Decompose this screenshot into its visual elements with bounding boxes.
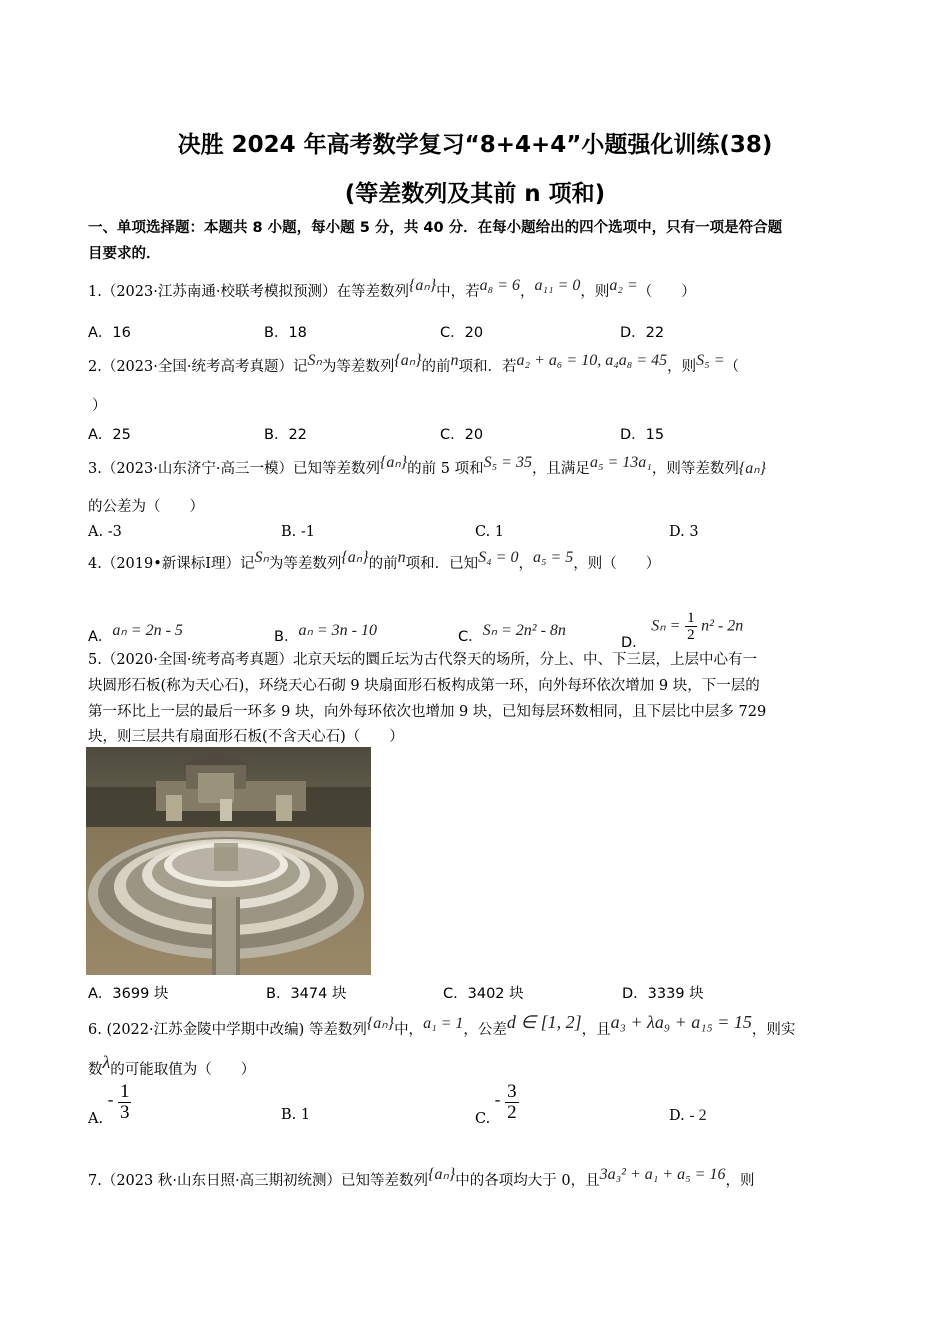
question-3-stem: 3.（2023·山东济宁·高三一模）已知等差数列{aₙ}的前 5 项和S₅ = 35，且满足a₅ = 13a₁，则等差数列{aₙ} xyxy=(88,454,767,477)
math-expression: a₂ = xyxy=(609,277,638,294)
question-5-option-a: A．3699 块 xyxy=(88,986,169,1002)
question-1-option-a: A．16 xyxy=(88,325,131,341)
section-heading-cont: 目要求的． xyxy=(88,246,161,262)
math-expression: a₂ + a₆ = 10, a₄a₈ = 45 xyxy=(516,352,668,369)
question-6-stem-cont: 数λ的可能取值为（ ） xyxy=(88,1052,256,1078)
question-2-paren-close: ） xyxy=(92,398,107,414)
question-2-stem: 2.（2023·全国·统考高考真题）记Sₙ为等差数列{aₙ}的前n项和．若a₂ + a₆ = 10, a₄a₈ = 45，则S₅ =（ xyxy=(88,352,739,375)
question-5-stem-line-4: 块，则三层共有扇面形石板(不含天心石)（ ） xyxy=(88,729,404,745)
question-1-option-d: D．22 xyxy=(620,325,665,341)
temple-of-heaven-altar-photo xyxy=(86,747,371,975)
math-expression: aₙ = 3n - 10 xyxy=(298,622,377,639)
math-expression: a₁₁ = 0 xyxy=(534,277,581,294)
math-expression: S₄ = 0 xyxy=(478,549,519,566)
question-4-stem: 4.（2019•新课标Ⅰ理）记Sₙ为等差数列{aₙ}的前n项和．已知S₄ = 0，a₅ = 5，则（ ） xyxy=(88,549,661,572)
fraction: $\frac{3}{2}$ xyxy=(507,1081,517,1123)
question-3-stem-cont: 的公差为（ ） xyxy=(88,499,204,515)
math-expression: a₅ = 13a₁ xyxy=(589,454,652,471)
question-2-option-c: C．20 xyxy=(440,427,484,443)
math-expression: Sₙ xyxy=(307,352,322,369)
math-expression: {aₙ} xyxy=(341,549,369,566)
math-expression: n xyxy=(450,352,459,369)
math-expression: a₅ = 5 xyxy=(532,549,574,566)
math-expression: {aₙ} xyxy=(738,460,767,477)
question-1-stem: 1.（2023·江苏南通·校联考模拟预测）在等差数列{aₙ}中，若a₈ = 6，a₁₁ = 0，则a₂ =（ ） xyxy=(88,277,696,300)
question-5-stem-line-2: 块圆形石板(称为天心石)，环绕天心石砌 9 块扇面形石板构成第一环，向外每环依次增加 9 块，下一层的 xyxy=(88,678,760,694)
question-6-option-d: D. - 2 xyxy=(669,1107,707,1124)
math-expression: 3a₃² + a₁ + a₅ = 16 xyxy=(599,1166,726,1183)
math-expression: aₙ = 2n - 5 xyxy=(112,622,183,639)
math-expression: {aₙ} xyxy=(379,454,408,471)
document-subtitle: (等差数列及其前 n 项和) xyxy=(344,181,606,207)
question-5-stem-line-3: 第一环比上一层的最后一环多 9 块，向外每环依次也增加 9 块，已知每层环数相同，且下层比中层多 729 xyxy=(88,704,767,720)
question-6-option-c: C. - $\frac{3}{2}$ xyxy=(475,1081,517,1127)
question-1-option-c: C．20 xyxy=(440,325,484,341)
math-expression: Sₙ xyxy=(254,549,269,566)
math-expression: d ∈ [1, 2] xyxy=(506,1012,582,1032)
question-4-option-c: C．Sₙ = 2n² - 8n xyxy=(458,622,566,645)
question-6-option-b: B. 1 xyxy=(281,1107,311,1123)
question-5-option-c: C．3402 块 xyxy=(443,986,524,1002)
fraction: $\frac{1}{3}$ xyxy=(119,1081,130,1123)
question-6-option-a: A. - $\frac{1}{3}$ xyxy=(88,1081,130,1127)
math-expression: λ xyxy=(102,1052,111,1072)
question-6-stem: 6. (2022·江苏金陵中学期中改编) 等差数列{aₙ}中，a₁ = 1，公差d ∈ [1, 2]，且a₃ + λa₉ + a₁₅ = 15，则实 xyxy=(88,1012,796,1038)
question-4-option-d: D． Sₙ = $\frac{1}{2}$ n² - 2n xyxy=(621,610,744,651)
fraction: $\frac{1}{2}$ xyxy=(687,610,695,643)
question-5-option-b: B．3474 块 xyxy=(266,986,347,1002)
question-5-option-d: D．3339 块 xyxy=(622,986,704,1002)
question-3-option-b: B. -1 xyxy=(281,524,315,540)
math-expression: n xyxy=(397,549,406,566)
question-2-option-d: D．15 xyxy=(620,427,665,443)
math-expression: a₈ = 6 xyxy=(479,277,520,294)
question-3-option-d: D. 3 xyxy=(669,524,699,540)
section-heading: 一、单项选择题：本题共 8 小题，每小题 5 分，共 40 分．在每小题给出的四个选项中，只有一项是符合题 xyxy=(88,220,783,236)
math-expression: S₅ = 35 xyxy=(483,454,532,471)
math-expression: {aₙ} xyxy=(408,277,437,294)
question-2-option-b: B．22 xyxy=(264,427,307,443)
math-expression: a₃ + λa₉ + a₁₅ = 15 xyxy=(610,1012,752,1032)
question-4-option-a: A．aₙ = 2n - 5 xyxy=(88,622,183,645)
question-7-stem: 7.（2023 秋·山东日照·高三期初统测）已知等差数列{aₙ}中的各项均大于 0，且3a₃² + a₁ + a₅ = 16，则 xyxy=(88,1166,755,1189)
math-expression: a₁ = 1 xyxy=(423,1015,464,1032)
question-3-option-c: C. 1 xyxy=(475,524,505,540)
math-expression: Sₙ = 2n² - 8n xyxy=(482,622,566,639)
question-5-stem-line-1: 5.（2020·全国·统考高考真题）北京天坛的圜丘坛为古代祭天的场所，分上、中、下三层，上层中心有一 xyxy=(88,652,757,668)
math-expression: {aₙ} xyxy=(394,352,422,369)
question-2-option-a: A．25 xyxy=(88,427,131,443)
question-4-option-b: B．aₙ = 3n - 10 xyxy=(274,622,377,645)
math-expression: {aₙ} xyxy=(366,1015,395,1032)
math-expression: S₅ = xyxy=(696,352,725,369)
document-title: 决胜 2024 年高考数学复习“8+4+4”小题强化训练(38) xyxy=(177,132,773,158)
question-3-option-a: A. -3 xyxy=(88,524,122,540)
question-1-option-b: B．18 xyxy=(264,325,307,341)
math-expression: {aₙ} xyxy=(428,1166,456,1183)
